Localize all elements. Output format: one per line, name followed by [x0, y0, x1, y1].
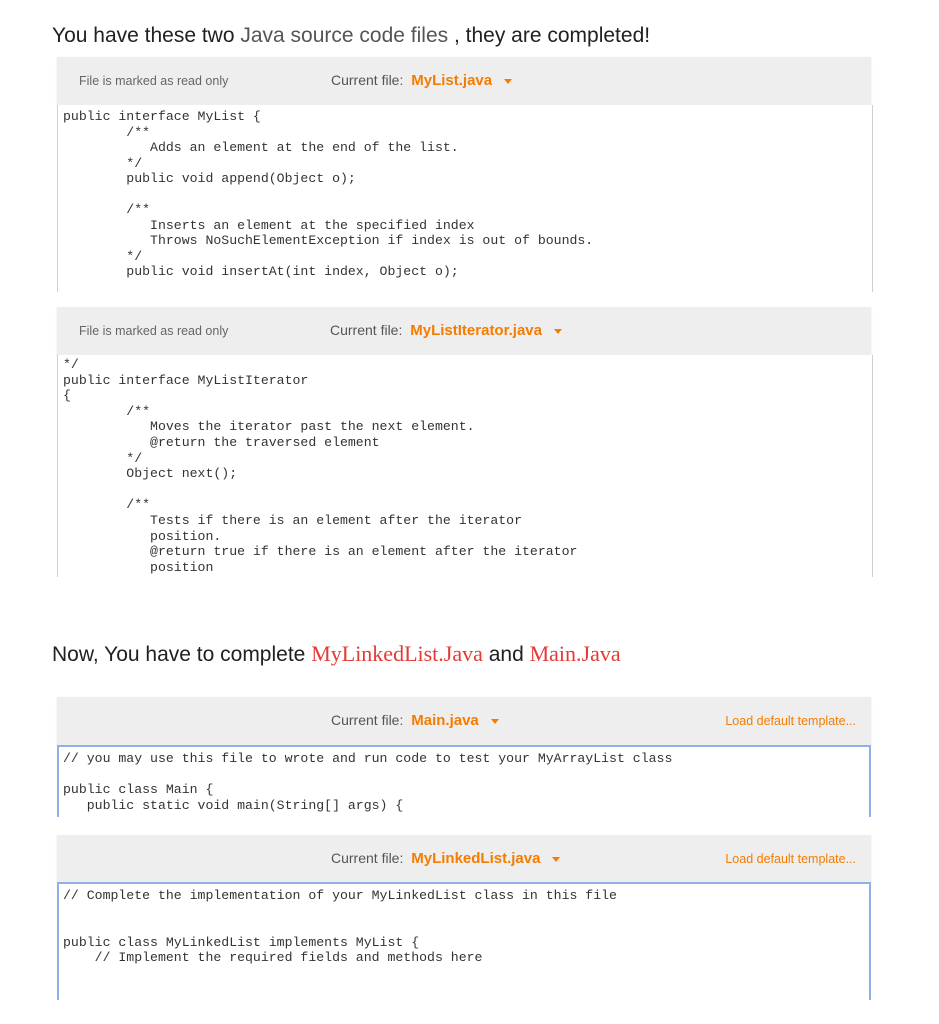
main-editor-toolbar [57, 697, 871, 745]
code-line: public interface MyList { [63, 109, 261, 124]
mylistiterator-code-view [57, 355, 873, 577]
intro-heading [52, 24, 650, 48]
chevron-down-icon [554, 329, 562, 334]
mylist-editor-toolbar [57, 57, 871, 105]
task-file-mylinkedlist: MyLinkedList.Java [311, 641, 483, 666]
file-selector[interactable] [331, 72, 512, 89]
code-line: */ [63, 357, 79, 372]
mylistiterator-editor-toolbar [57, 307, 871, 355]
code-line: public void insertAt(int index, Object o); [63, 264, 459, 279]
code-line: Moves the iterator past the next element. [63, 419, 475, 435]
code-line: Inserts an element at the specified index [63, 217, 475, 233]
code-line: public class Main { [63, 782, 214, 797]
code-line: public class MyLinkedList implements MyList { [63, 934, 420, 950]
task-heading-conj: and [482, 643, 530, 666]
code-line: position [63, 559, 214, 575]
load-default-template-button[interactable]: Load default template... [725, 714, 856, 728]
code-line: Tests if there is an element after the iterator [63, 513, 522, 528]
task-file-main: Main.Java [529, 641, 621, 666]
chevron-down-icon [504, 79, 512, 84]
current-file-name: MyLinkedList.java [411, 850, 541, 867]
intro-heading-middle: Java source code files [234, 24, 449, 47]
readonly-label: File is marked as read only [79, 74, 229, 88]
code-line: /** [63, 497, 151, 513]
main-code-editor[interactable] [57, 745, 871, 817]
code-line: Adds an element at the end of the list. [63, 140, 459, 155]
current-file-label: Current file: [331, 712, 404, 728]
load-default-template-button[interactable]: Load default template... [725, 852, 856, 866]
code-line: // Complete the implementation of your MyLinkedList class in this file [63, 888, 617, 903]
chevron-down-icon [491, 719, 499, 724]
code-line: Object next(); [63, 466, 238, 482]
code-line: @return true if there is an element after the iterator [63, 544, 578, 560]
code-line: public void append(Object o); [63, 171, 356, 186]
intro-heading-suffix: , they are completed! [448, 24, 651, 47]
code-line: /** [63, 124, 151, 140]
code-line: // you may use this file to wrote and run code to test your MyArrayList class [63, 751, 673, 766]
file-selector[interactable] [331, 712, 499, 729]
current-file-name: MyListIterator.java [410, 322, 542, 339]
code-line: @return the traversed element [63, 435, 380, 450]
task-heading-prefix: Now, You have to complete [52, 643, 312, 666]
code-line: Throws NoSuchElementException if index is out of bounds. [63, 233, 594, 248]
code-line: public interface MyListIterator [63, 372, 309, 388]
code-line: { [63, 388, 71, 404]
code-line: */ [63, 450, 143, 466]
current-file-name: Main.java [411, 712, 479, 729]
code-line: position. [63, 528, 222, 544]
intro-heading-prefix: You have these two [52, 24, 235, 47]
code-line: public static void main(String[] args) { [63, 797, 404, 813]
mylinkedlist-code-editor[interactable] [57, 882, 871, 1000]
current-file-label: Current file: [331, 850, 404, 866]
code-line: /** [63, 403, 151, 419]
code-line: // Implement the required fields and methods here [63, 950, 483, 965]
file-selector[interactable] [330, 322, 562, 339]
file-selector[interactable] [331, 850, 560, 867]
readonly-label: File is marked as read only [79, 324, 229, 338]
code-line: */ [63, 248, 143, 264]
current-file-name: MyList.java [411, 72, 493, 89]
code-line: /** [63, 202, 151, 217]
mylinkedlist-editor-toolbar [57, 835, 871, 883]
chevron-down-icon [552, 857, 560, 862]
mylist-code-view [57, 105, 873, 292]
task-heading [52, 641, 621, 667]
current-file-label: Current file: [331, 72, 404, 88]
code-line: */ [63, 155, 143, 171]
current-file-label: Current file: [330, 322, 403, 338]
